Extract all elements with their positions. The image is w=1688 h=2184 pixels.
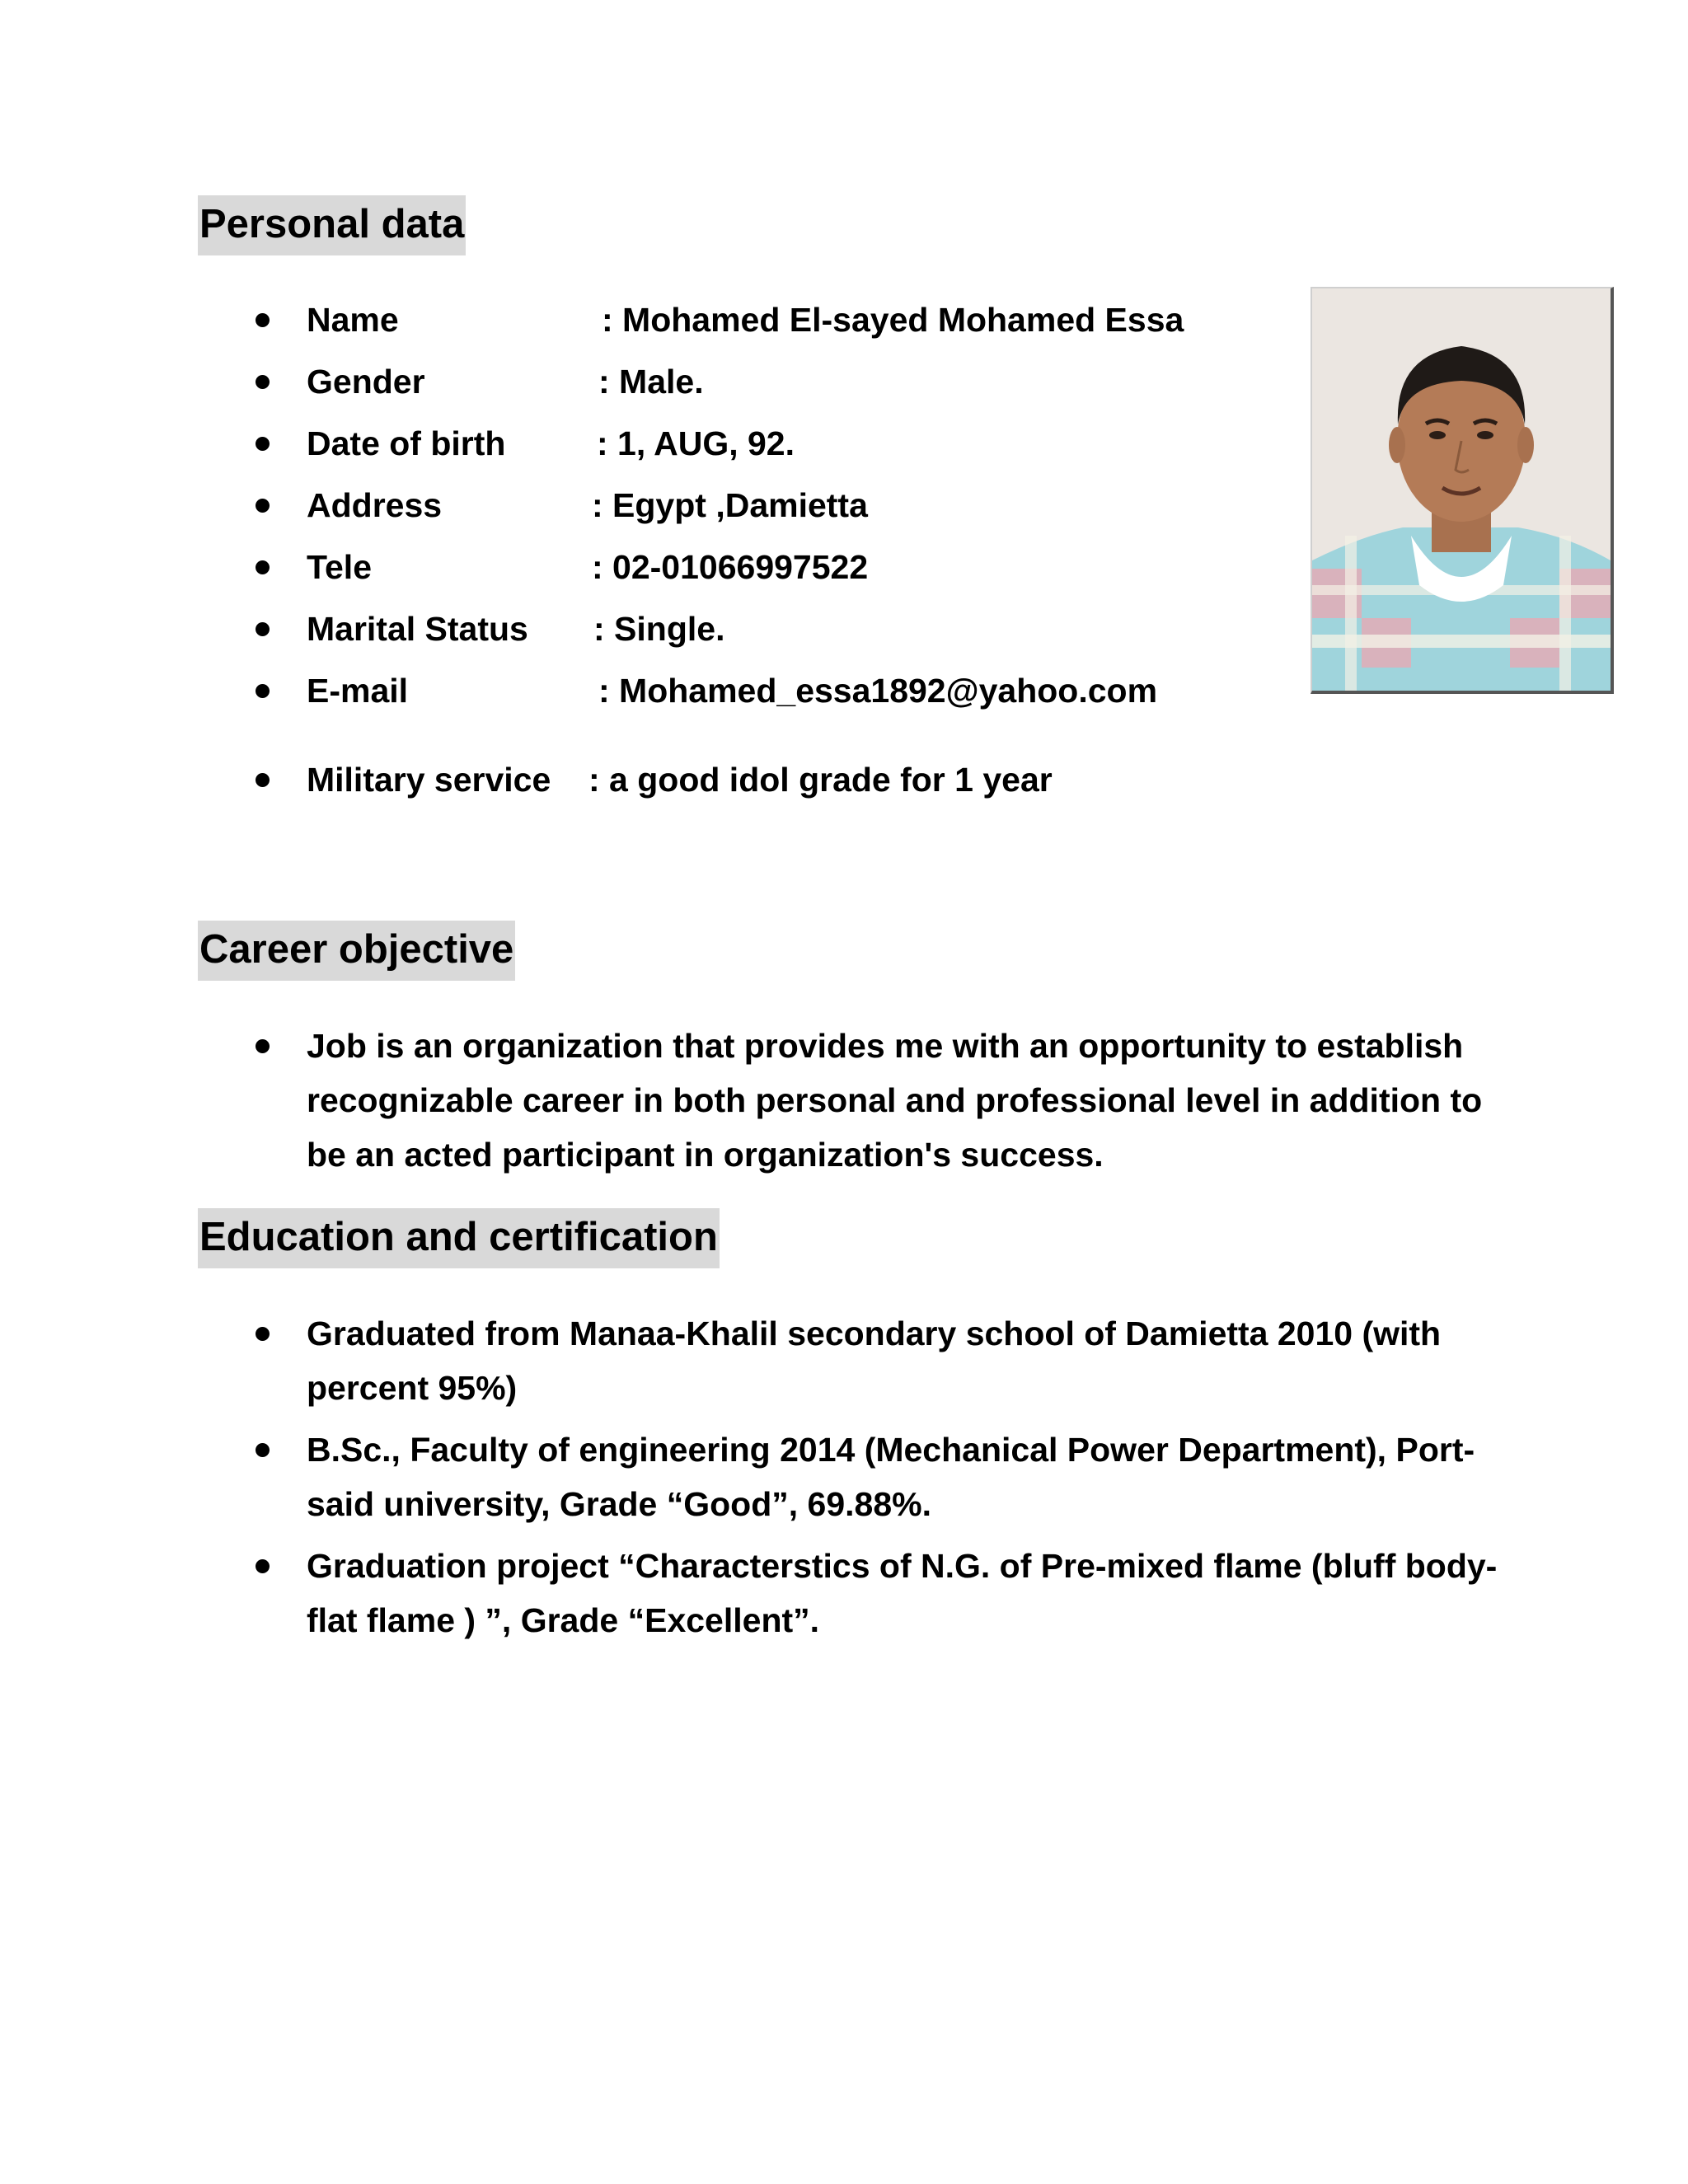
field-value: : 1, AUG, 92. (597, 424, 795, 462)
field-label: Name (307, 301, 399, 339)
education-item-text: Graduation project “Characterstics of N.G. of Pre-mixed flame (bluff body- flat flame ) ”, Grade “Excellent”. (307, 1547, 1498, 1639)
portrait-illustration (1312, 288, 1611, 691)
bullet-icon (256, 1443, 270, 1457)
education-item (256, 1306, 1508, 1415)
education-heading: Education and certification (198, 1208, 720, 1268)
field-value: : Mohamed El-sayed Mohamed Essa (602, 301, 1184, 339)
profile-photo (1311, 287, 1614, 694)
bullet-icon (256, 684, 270, 698)
field-value: : Male. (598, 363, 704, 401)
field-label: Tele (307, 548, 372, 586)
field-label: Marital Status (307, 610, 528, 648)
bullet-icon (256, 622, 270, 636)
field-value: : Egypt ,Damietta (592, 486, 868, 524)
career-objective-item (256, 1019, 1508, 1182)
field-value: : a good idol grade for 1 year (588, 761, 1053, 799)
bullet-icon (256, 499, 270, 513)
education-item-text: B.Sc., Faculty of engineering 2014 (Mechanical Power Department), Port-said university, Grade “Good”, 69.88%. (307, 1431, 1475, 1523)
education-item-text: Graduated from Manaa-Khalil secondary school of Damietta 2010 (with percent 95%) (307, 1315, 1442, 1407)
field-label: Address (307, 486, 443, 524)
field-value: : 02-01066997522 (592, 548, 869, 586)
education-item (256, 1422, 1508, 1531)
bullet-icon (256, 313, 270, 327)
bullet-icon (256, 773, 270, 787)
field-label: Gender (307, 363, 425, 401)
career-objective-heading: Career objective (198, 921, 515, 981)
field-label: Date of birth (307, 424, 506, 462)
bullet-icon (256, 1559, 270, 1573)
field-value: : Mohamed_essa1892@yahoo.com (598, 672, 1158, 710)
bullet-icon (256, 375, 270, 389)
bullet-icon (256, 437, 270, 451)
education-item (256, 1539, 1508, 1647)
field-label: E-mail (307, 672, 409, 710)
bullet-icon (256, 560, 270, 574)
field-label: Military service (307, 761, 551, 799)
bullet-icon (256, 1039, 270, 1053)
bullet-icon (256, 1327, 270, 1341)
field-value: : Single. (593, 610, 725, 648)
career-objective-text: Job is an organization that provides me with an opportunity to establish recognizable career in both personal and professional level in addition to be an acted participant in organization's success. (307, 1027, 1483, 1174)
personal-data-heading: Personal data (198, 195, 466, 255)
